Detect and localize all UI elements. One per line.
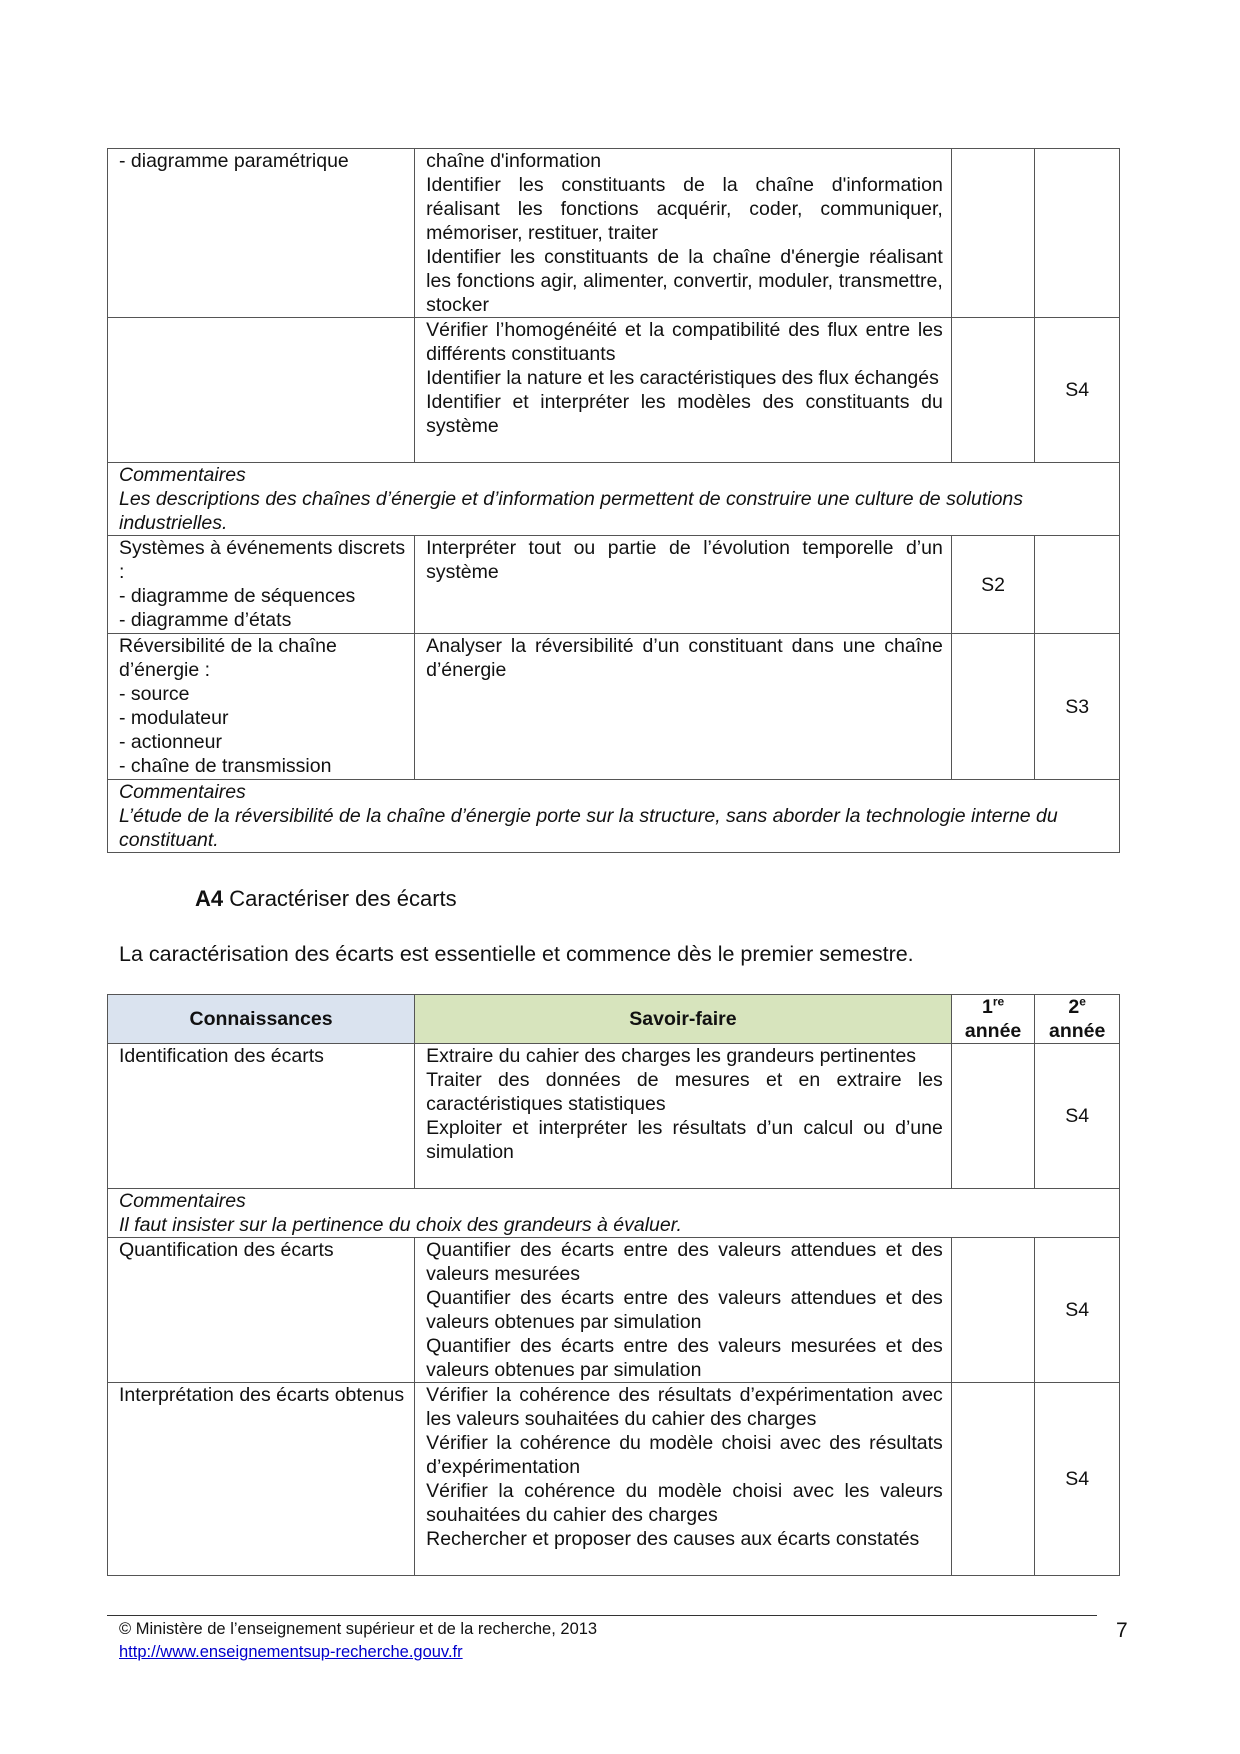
savoir-faire-item: Exploiter et interpréter les résultats d’un calcul ou d’une simulation [426,1117,943,1163]
comment-text: Les descriptions des chaînes d’énergie et d’information permettent de construire une culture de solutions industrielles. [119,488,1024,534]
comment-title: Commentaires [119,1190,246,1212]
header-annee2 [1035,995,1120,1044]
annee2-cell: S4 [1035,1044,1120,1189]
comment-text: L’étude de la réversibilité de la chaîne d’énergie porte sur la structure, sans aborder la technologie interne du constituant. [119,805,1058,851]
connaissance-text: - diagramme paramétrique [119,150,349,172]
annee1-cell [951,318,1035,463]
savoir-faire-cell [415,1044,952,1189]
savoir-faire-cell [415,318,952,463]
page-number: 7 [1116,1619,1128,1642]
savoir-faire-item: Vérifier l’homogénéité et la compatibilité des flux entre les différents constituants [426,319,943,365]
connaissance-cell [108,1044,415,1189]
savoir-faire-item: Identifier et interpréter les modèles des constituants du système [426,391,943,437]
comment-cell [108,463,1120,536]
comment-row [108,463,1120,536]
header-annee1-number: 1 [981,996,993,1018]
competences-table-a3 [107,148,1120,853]
connaissance-cell [108,1238,415,1383]
savoir-faire-item: Extraire du cahier des charges les grandeurs pertinentes [426,1045,917,1067]
savoir-faire-cell [415,634,952,780]
savoir-faire-cell [415,536,952,634]
annee1-cell [951,1044,1035,1189]
savoir-faire-cell [415,1238,952,1383]
table-row [108,149,1120,318]
connaissance-text: Identification des écarts [119,1045,324,1067]
savoir-faire-item: Quantifier des écarts entre des valeurs attendues et des valeurs mesurées [426,1239,943,1285]
table-row [108,634,1120,780]
section-title: Caractériser des écarts [229,886,457,911]
header-row [108,995,1120,1044]
annee2-cell: S4 [1035,1383,1120,1576]
comment-row [108,780,1120,853]
connaissance-cell [108,634,415,780]
header-annee1-suffix: re [992,994,1005,1009]
header-savoir-faire: Savoir-faire [415,995,952,1044]
savoir-faire-item: Quantifier des écarts entre des valeurs mesurées et des valeurs obtenues par simulation [426,1335,943,1381]
comment-title: Commentaires [119,464,246,486]
comment-text: Il faut insister sur la pertinence du choix des grandeurs à évaluer. [119,1214,682,1236]
savoir-faire-item: Quantifier des écarts entre des valeurs attendues et des valeurs obtenues par simulation [426,1287,943,1333]
section-heading [195,886,457,912]
connaissance-text: - diagramme de séquences [119,585,356,607]
comment-row [108,1189,1120,1238]
annee2-cell [1035,536,1120,634]
competences-table-a4 [107,994,1120,1576]
footer-divider [107,1615,1097,1616]
header-annee2-label: année [1049,1020,1106,1042]
connaissance-text: - diagramme d’états [119,609,292,631]
annee2-cell [1035,149,1120,318]
savoir-faire-item: chaîne d'information [426,150,602,172]
table-row [108,318,1120,463]
header-annee1 [951,995,1035,1044]
comment-cell [108,1189,1120,1238]
savoir-faire-item: Rechercher et proposer des causes aux écarts constatés [426,1528,920,1550]
savoir-faire-item: Vérifier la cohérence du modèle choisi avec les valeurs souhaitées du cahier des charges [426,1480,943,1526]
savoir-faire-cell [415,1383,952,1576]
savoir-faire-item: Interpréter tout ou partie de l’évolution temporelle d’un système [426,537,943,583]
annee1-cell [951,634,1035,780]
connaissance-text: Interprétation des écarts obtenus [119,1384,405,1406]
footer-link[interactable]: http://www.enseignementsup-recherche.gouv.fr [119,1643,463,1661]
connaissance-text: Systèmes à événements discrets : [119,537,406,583]
connaissance-cell [108,149,415,318]
annee1-cell [951,1238,1035,1383]
savoir-faire-item: Identifier les constituants de la chaîne d'énergie réalisant les fonctions agir, alimenter, convertir, moduler, transmettre, stocker [426,246,943,316]
header-connaissances: Connaissances [108,995,415,1044]
savoir-faire-item: Traiter des données de mesures et en extraire les caractéristiques statistiques [426,1069,943,1115]
connaissance-text: - modulateur [119,707,229,729]
comment-title: Commentaires [119,781,246,803]
table-row [108,1383,1120,1576]
table-row [108,536,1120,634]
table-row [108,1238,1120,1383]
header-annee1-label: année [964,1020,1022,1042]
annee1-cell: S2 [951,536,1035,634]
header-annee2-number: 2 [1068,996,1080,1018]
connaissance-text: - chaîne de transmission [119,755,332,777]
section-code: A4 [195,886,224,911]
connaissance-text: Réversibilité de la chaîne d’énergie : [119,635,337,681]
annee1-cell [951,149,1035,318]
connaissance-cell [108,318,415,463]
annee2-cell: S4 [1035,1238,1120,1383]
connaissance-text: - source [119,683,190,705]
savoir-faire-item: Identifier la nature et les caractéristiques des flux échangés [426,367,939,389]
comment-cell [108,780,1120,853]
connaissance-cell [108,1383,415,1576]
header-annee2-suffix: e [1079,994,1086,1009]
connaissance-cell [108,536,415,634]
savoir-faire-cell [415,149,952,318]
savoir-faire-item: Analyser la réversibilité d’un constituant dans une chaîne d’énergie [426,635,943,681]
savoir-faire-item: Vérifier la cohérence des résultats d’expérimentation avec les valeurs souhaitées du cahier des charges [426,1384,943,1430]
intro-paragraph: La caractérisation des écarts est essentielle et commence dès le premier semestre. [119,942,914,966]
table-row [108,1044,1120,1189]
footer-copyright: © Ministère de l’enseignement supérieur et de la recherche, 2013 [119,1620,598,1638]
connaissance-text: Quantification des écarts [119,1239,334,1261]
savoir-faire-item: Identifier les constituants de la chaîne d'information réalisant les fonctions acquérir, coder, communiquer, mémoriser, restituer, traiter [426,174,943,244]
savoir-faire-item: Vérifier la cohérence du modèle choisi avec des résultats d’expérimentation [426,1432,943,1478]
annee2-cell: S3 [1035,634,1120,780]
annee1-cell [951,1383,1035,1576]
connaissance-text: - actionneur [119,731,222,753]
annee2-cell: S4 [1035,318,1120,463]
